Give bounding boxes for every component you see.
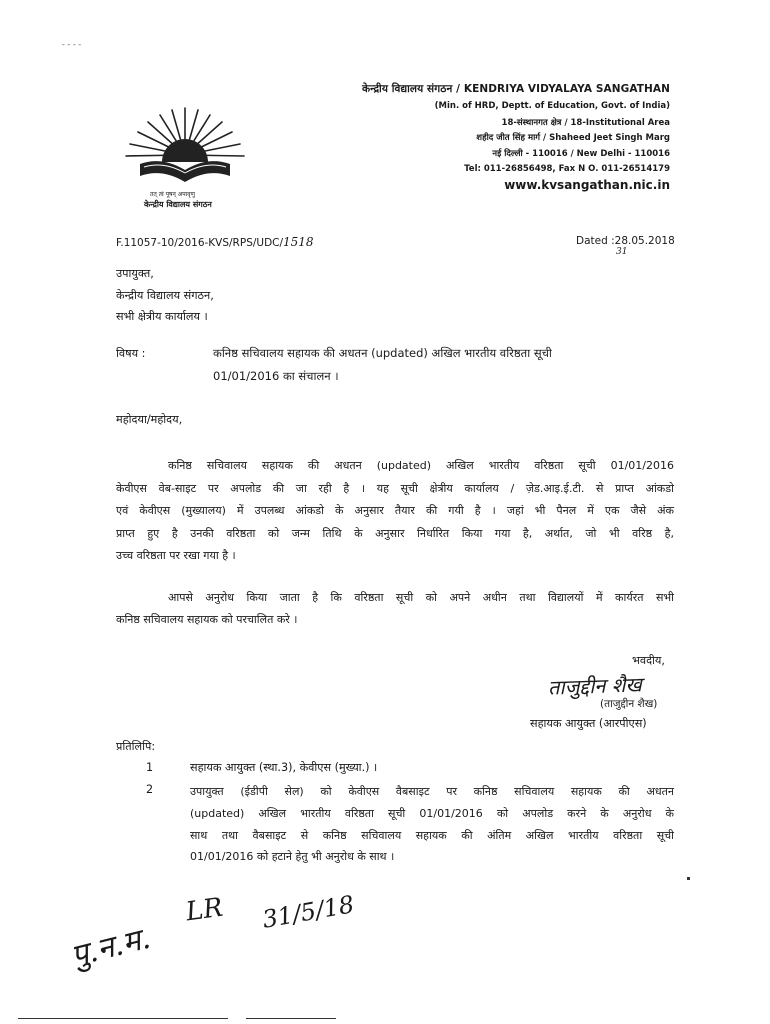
subject-label: विषय : [116,347,146,360]
copy-item-2-line-4: 01/01/2016 को हटाने हेतु भी अनुरोध के साथ । [190,850,395,863]
file-number-text: F.11057-10/2016-KVS/RPS/UDC/ [116,237,284,249]
signatory-designation: सहायक आयुक्त (आरपीएस) [530,717,647,730]
scan-mark: - - - - [62,40,82,49]
subject-line-2: 01/01/2016 का संचालन । [213,369,339,383]
para1-line-2: केवीएस वेब-साइट पर अपलोड की जा रही है । यह सूची क्षेत्रीय कार्यालय / ज़ेड.आइ.ई.टी. से प्राप्त आंकडो [116,482,674,495]
addressee-line-3: सभी क्षेत्रीय कार्यालय । [116,310,208,323]
date-block [576,235,675,247]
website-link[interactable]: www.kvsangathan.nic.in [504,178,670,192]
footer-rule-1 [18,1018,228,1019]
city-line: नई दिल्ली - 110016 / New Delhi - 110016 [492,149,670,159]
para1-line-1: कनिष्ठ सचिवालय सहायक की अधतन (updated) अखिल भारतीय वरिष्ठता सूची 01/01/2016 [168,459,674,472]
para2-line-2: कनिष्ठ सचिवालय सहायक को परचालित करे । [116,613,298,626]
ministry-line: (Min. of HRD, Deptt. of Education, Govt. of India) [434,101,670,111]
date-label: Dated : [576,235,615,247]
file-number [116,235,314,249]
subject-line-1: कनिष्ठ सचिवालय सहायक की अधतन (updated) अखिल भारतीय वरिष्ठता सूची [213,346,552,360]
copy-item-1-num: 1 [146,761,154,774]
footer-rule-2 [246,1018,336,1019]
handwritten-note-2: LR [184,892,225,928]
salutation: महोदया/महोदय, [116,413,183,426]
para2-line-1: आपसे अनुरोध किया जाता है कि वरिष्ठता सूची को अपने अधीन तथा विद्यालयों में कार्यरत सभी [168,591,674,604]
handwritten-note-3: 31/5/18 [260,890,357,934]
handwritten-note-1: पु.न.म. [67,920,154,975]
para1-line-4: प्राप्त हुए है उनकी वरिष्ठता को जन्म तिथि के अनुसार निर्धारित किया गया है, अर्थात, जो भी वरिष्ठ है, [116,527,674,540]
addressee-line-1: उपायुक्त, [116,267,154,280]
copy-item-2-line-2: (updated) अखिल भारतीय वरिष्ठता सूची 01/01/2016 को अपलोड करने के अनुरोध के [190,807,674,820]
para1-line-3: एवं केवीएस (मुख्यालय) में उपलब्ध आंकडो के अनुसार तैयार की गयी है । जहां भी पैनल में एक जैसे अंक [116,504,674,517]
date-value: 28.05.2018 [614,235,675,247]
copy-label: प्रतिलिपि: [116,740,156,753]
phone-line: Tel: 011-26856498, Fax N O. 011-26514179 [464,164,670,174]
logo-motto: तत् त्वं पूषन् अपावृणु [150,191,195,198]
area-line: 18-संस्थानगत क्षेत्र / 18-Institutional Area [501,118,670,128]
marg-line: शहीद जीत सिंह मार्ग / Shaheed Jeet Singh Marg [476,133,670,143]
addressee-line-2: केन्द्रीय विद्यालय संगठन, [116,289,214,302]
logo-caption: केन्द्रीय विद्यालय संगठन [144,200,212,209]
stray-mark [687,877,690,880]
copy-item-1-line-1: सहायक आयुक्त (स्था.3), केवीएस (मुख्या.) । [190,761,378,774]
signatory-name: (ताजुद्दीन शैख) [600,698,658,710]
copy-item-2-line-3: साथ तथा वैबसाइट से कनिष्ठ सचिवालय सहायक की अंतिम अखिल भारतीय वरिष्ठता सूची [190,829,674,842]
handwritten-signature: ताजुद्दीन शैख [547,672,643,700]
copy-item-2-line-1: उपायुक्त (ईडीपी सेल) को केवीएस वैबसाइट पर कनिष्ठ सचिवालय सहायक की अधतन [190,785,674,798]
closing: भवदीय, [632,654,665,667]
date-hand-mark: 31 [616,247,628,257]
org-title: केन्द्रीय विद्यालय संगठन / KENDRIYA VIDYALAYA SANGATHAN [361,83,670,95]
file-number-hand: 1518 [283,235,314,249]
copy-item-2-num: 2 [146,783,154,796]
para1-line-5: उच्च वरिष्ठता पर रखा गया है । [116,549,236,562]
